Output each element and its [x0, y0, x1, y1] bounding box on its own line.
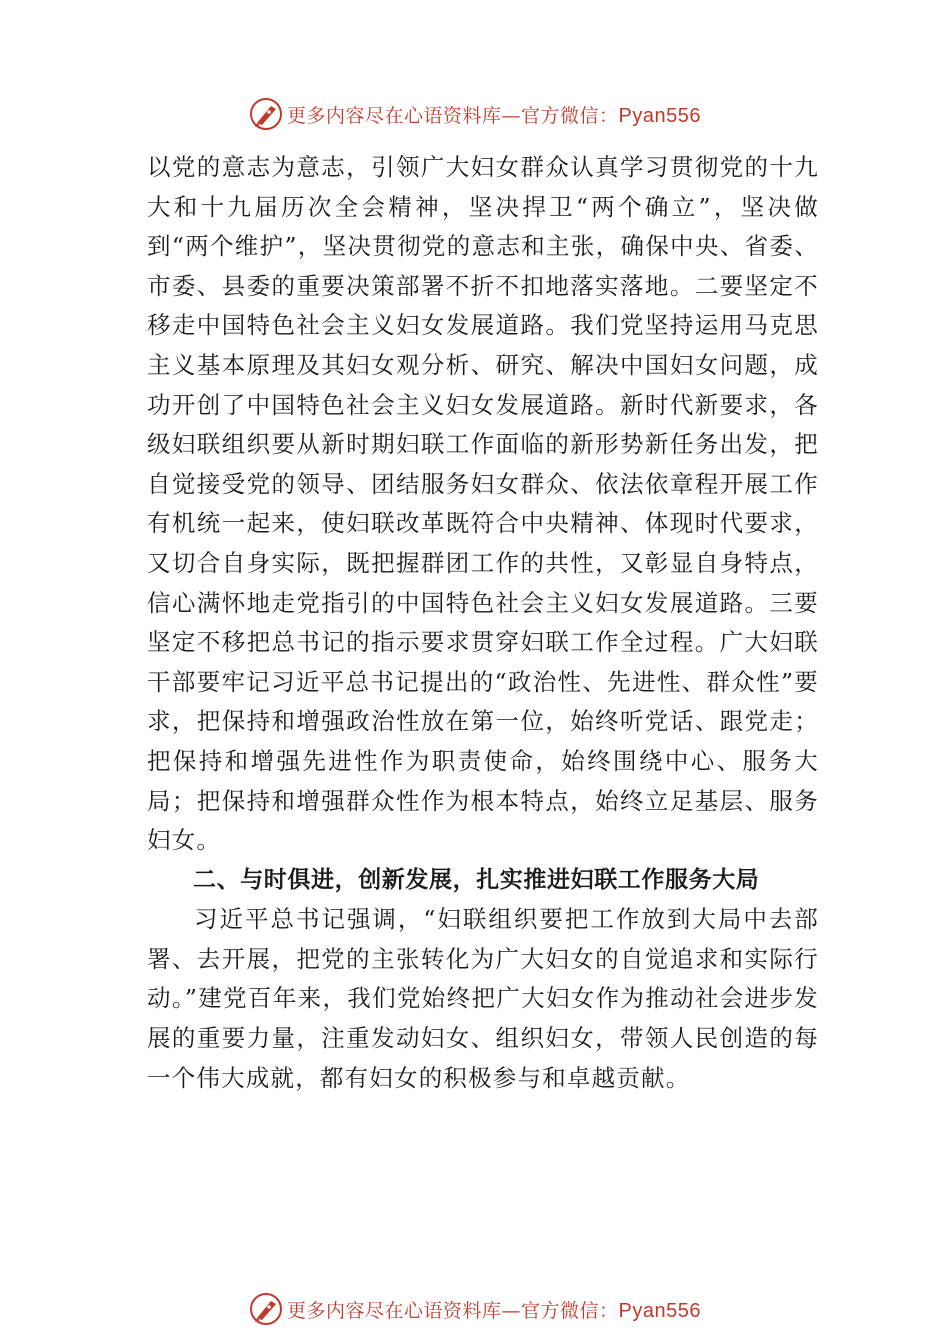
pen-nib-logo-icon — [249, 97, 283, 131]
footer-watermark — [0, 1289, 950, 1329]
wechat-id: Pyan556 — [618, 104, 701, 127]
header-watermark — [0, 94, 950, 134]
document-body — [147, 148, 819, 1098]
section-heading: 二、与时俱进，创新发展，扎实推进妇联工作服务大局 — [193, 866, 760, 893]
watermark-text: 更多内容尽在心语资料库—官方微信：Pyan556 — [287, 104, 701, 127]
watermark-text: 更多内容尽在心语资料库—官方微信：Pyan556 — [287, 1299, 701, 1322]
body-paragraph-2: 习近平总书记强调，“妇联组织要把工作放到大局中去部署、去开展，把党的主张转化为广大妇女的自觉追求和实际行动。”建党百年来，我们党始终把广大妇女作为推动社会进步发展的重要力量，注重发动妇女、组织妇女，带领人民创造的每一个伟大成就，都有妇女的积极参与和卓越贡献。 — [147, 905, 819, 1092]
body-paragraph-1: 以党的意志为意志，引领广大妇女群众认真学习贯彻党的十九大和十九届历次全会精神，坚决捍卫“两个确立”，坚决做到“两个维护”，坚决贯彻党的意志和主张，确保中央、省委、市委、县委的重要决策部署不折不扣地落实落地。二要坚定不移走中国特色社会主义妇女发展道路。我们党坚持运用马克思主义基本原理及其妇女观分析、研究、解决中国妇女问题，成功开创了中国特色社会主义妇女发展道路。新时代新要求，各级妇联组织要从新时期妇联工作面临的新形势新任务出发，把自觉接受党的领导、团结服务妇女群众、依法依章程开展工作有机统一起来，使妇联改革既符合中央精神、体现时代要求，又切合自身实际，既把握群团工作的共性，又彰显自身特点，信心满怀地走党指引的中国特色社会主义妇女发展道路。三要坚定不移把总书记的指示要求贯穿妇联工作全过程。广大妇联干部要牢记习近平总书记提出的“政治性、先进性、群众性”要求，把保持和增强政治性放在第一位，始终听党话、跟党走；把保持和增强先进性作为职责使命，始终围绕中心、服务大局；把保持和增强群众性作为根本特点，始终立足基层、服务妇女。 — [147, 153, 819, 855]
pen-nib-logo-icon — [249, 1292, 283, 1326]
wechat-id: Pyan556 — [618, 1299, 701, 1322]
